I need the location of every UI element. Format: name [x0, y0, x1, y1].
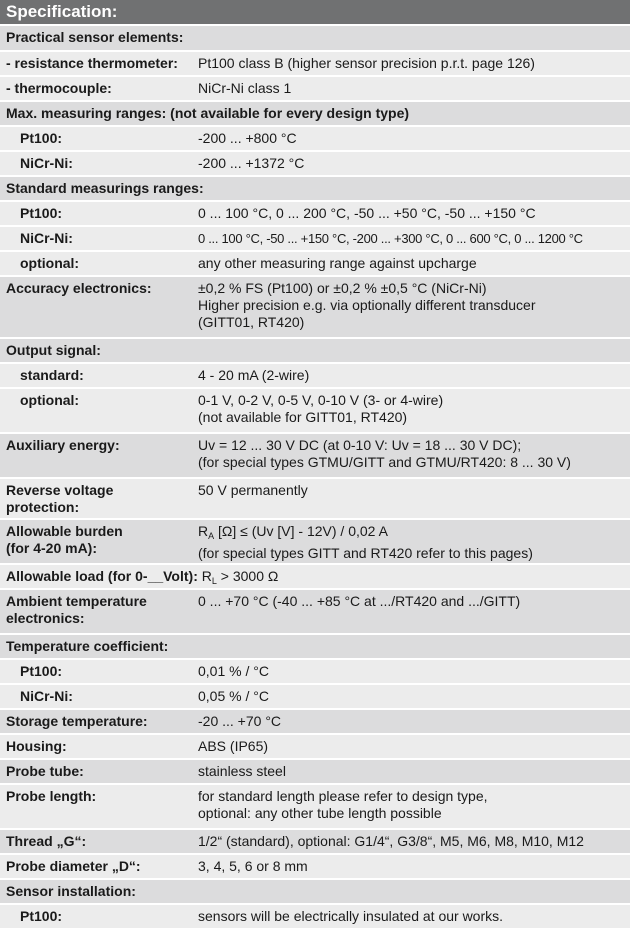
spec-row-ambient-temperature-electronics — [0, 588, 630, 633]
spec-label: standard: — [20, 367, 84, 383]
spec-row-std-nicr-ni — [0, 225, 630, 250]
spec-value: 0 ... 100 °C, -50 ... +150 °C, -200 ... +300 °C, 0 ... 600 °C, 0 ... 1200 °C — [198, 231, 583, 246]
spec-row-temperature-coefficient — [0, 633, 630, 658]
spec-value: sensors will be electrically insulated at our works. — [198, 908, 504, 924]
spec-row-probe-tube — [0, 758, 630, 783]
spec-value: stainless steel — [198, 763, 286, 779]
spec-row-housing — [0, 733, 630, 758]
spec-label: Temperature coefficient: — [6, 638, 169, 654]
spec-label: Pt100: — [20, 205, 63, 221]
spec-label: Pt100: — [20, 663, 63, 679]
spec-label: Max. measuring ranges: (not available for every design type) — [6, 105, 410, 121]
spec-label: Probe tube: — [6, 763, 84, 779]
spec-label: - thermocouple: — [6, 80, 112, 96]
spec-row-storage-temperature — [0, 708, 630, 733]
spec-value: 50 V permanently — [198, 482, 308, 498]
spec-label: Sensor installation: — [6, 883, 136, 899]
spec-value: 0-1 V, 0-2 V, 0-5 V, 0-10 V (3- or 4-wire) (not available for GITT01, RT420) — [198, 392, 444, 425]
spec-value: 0,05 % / °C — [198, 688, 269, 704]
spec-row-thread-g — [0, 828, 630, 853]
spec-row-allowable-load — [0, 563, 630, 588]
spec-label: Reverse voltage protection: — [6, 482, 114, 515]
spec-label: Housing: — [6, 738, 67, 754]
spec-row-thermocouple — [0, 75, 630, 100]
spec-label: NiCr-Ni: — [20, 688, 73, 704]
spec-row-probe-length — [0, 783, 630, 828]
spec-value: 4 - 20 mA (2-wire) — [198, 367, 310, 383]
specification-title: Specification: — [0, 0, 630, 24]
spec-value: any other measuring range against upcharge — [198, 255, 477, 271]
spec-value: NiCr-Ni class 1 — [198, 80, 292, 96]
subscript: A — [208, 531, 215, 541]
spec-row-std-pt100 — [0, 200, 630, 225]
spec-label: Output signal: — [6, 342, 101, 358]
spec-label: Ambient temperature electronics: — [6, 593, 147, 626]
spec-row-output-standard — [0, 362, 630, 387]
spec-row-output-optional — [0, 387, 630, 432]
spec-label: Standard measurings ranges: — [6, 180, 204, 196]
spec-row-auxiliary-energy — [0, 432, 630, 477]
spec-value: -20 ... +70 °C — [198, 713, 282, 729]
spec-label: Allowable load (for 0-__Volt): $R_L > 3000$ Ω — [6, 568, 279, 586]
spec-label: Accuracy electronics: — [6, 280, 152, 296]
spec-row-max-measuring-ranges — [0, 100, 630, 125]
spec-label: Storage temperature: — [6, 713, 148, 729]
spec-row-accuracy-electronics — [0, 275, 630, 337]
spec-label: NiCr-Ni: — [20, 155, 73, 171]
spec-value: ±0,2 % FS (Pt100) or ±0,2 % ±0,5 °C (NiCr-Ni) Higher precision e.g. via optionally different transducer (GITT01, RT420) — [198, 280, 536, 330]
spec-row-reverse-voltage-protection — [0, 477, 630, 518]
spec-value: -200 ... +1372 °C — [198, 155, 305, 171]
spec-row-installation-pt100 — [0, 903, 630, 928]
spec-label: - resistance thermometer: — [6, 55, 178, 71]
spec-row-allowable-burden — [0, 518, 630, 563]
spec-label: Probe diameter „D“: — [6, 858, 141, 874]
spec-row-probe-diameter-d — [0, 853, 630, 878]
spec-row-std-optional — [0, 250, 630, 275]
spec-value: Uv = 12 ... 30 V DC (at 0-10 V: Uv = 18 ... 30 V DC); (for special types GTMU/GITT and GTMU/RT420: 8 ... 30 V) — [198, 437, 571, 470]
spec-value: ABS (IP65) — [198, 738, 269, 754]
spec-label: Probe length: — [6, 788, 97, 804]
spec-value: $R_L > 3000$ Ω — [201, 568, 279, 586]
spec-row-output-signal — [0, 337, 630, 362]
spec-label: Pt100: — [20, 130, 63, 146]
spec-value: 1/2“ (standard), optional: G1/4“, G3/8“, M5, M6, M8, M10, M12 — [198, 833, 584, 849]
spec-value: -200 ... +800 °C — [198, 130, 297, 146]
spec-label: Practical sensor elements: — [6, 29, 184, 45]
spec-label: Auxiliary energy: — [6, 437, 120, 453]
spec-value: for standard length please refer to design type, optional: any other tube length possible — [198, 788, 488, 821]
spec-label: Pt100: — [20, 908, 63, 924]
subscript: L — [211, 576, 217, 586]
spec-row-tc-pt100 — [0, 658, 630, 683]
spec-label: NiCr-Ni: — [20, 230, 73, 246]
spec-label: Allowable burden (for 4-20 mA): — [6, 523, 123, 556]
spec-value: 0,01 % / °C — [198, 663, 269, 679]
spec-label: Thread „G“: — [6, 833, 87, 849]
spec-value: Pt100 class B (higher sensor precision p.r.t. page 126) — [198, 55, 535, 71]
spec-row-max-nicr-ni — [0, 150, 630, 175]
spec-row-max-pt100 — [0, 125, 630, 150]
spec-value: 3, 4, 5, 6 or 8 mm — [198, 858, 308, 874]
spec-value: 0 ... +70 °C (-40 ... +85 °C at .../RT420 and .../GITT) — [198, 593, 521, 609]
spec-row-sensor-installation — [0, 878, 630, 903]
spec-value: $R_A$ [Ω] ≤ (Uv [V] - 12V) / 0,02 A (for special types GITT and RT420 refer to this pages) — [198, 523, 533, 561]
spec-row-resistance-thermometer — [0, 50, 630, 75]
spec-row-standard-measuring-ranges — [0, 175, 630, 200]
spec-value: 0 ... 100 °C, 0 ... 200 °C, -50 ... +50 °C, -50 ... +150 °C — [198, 205, 536, 221]
spec-label: optional: — [20, 255, 80, 271]
spec-row-practical-sensor-elements — [0, 24, 630, 50]
spec-row-tc-nicr-ni — [0, 683, 630, 708]
spec-label: optional: — [20, 392, 80, 408]
